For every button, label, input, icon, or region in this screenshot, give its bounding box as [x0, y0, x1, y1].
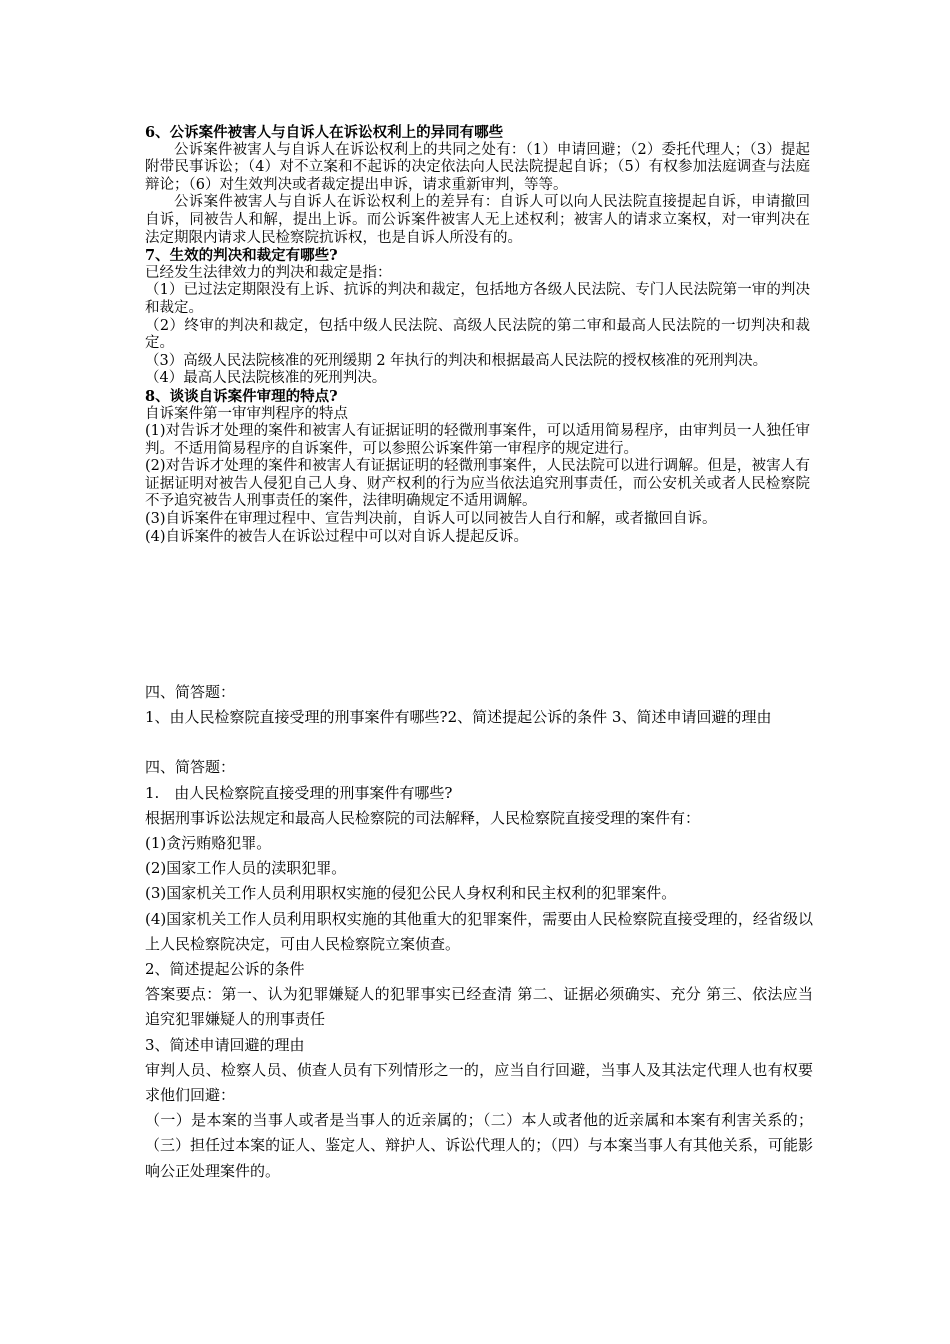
q7-item: （1）已过法定期限没有上诉、抗诉的判决和裁定，包括地方各级人民法院、专门人民法院第一审的判决和裁定。	[145, 282, 810, 316]
answer1-question: 1. 由人民检察院直接受理的刑事案件有哪些?	[145, 783, 453, 802]
q7-item: （4）最高人民法院核准的死刑判决。	[145, 370, 387, 387]
answer1-item: (4)国家机关工作人员利用职权实施的其他重大的犯罪案件，需要由人民检察院直接受理的，经省级以上人民检察院决定，可由人民检察院立案侦查。	[145, 909, 813, 953]
q8-item: (3)自诉案件在审理过程中、宣告判决前，自诉人可以同被告人自行和解，或者撤回自诉。	[145, 511, 717, 528]
q8-item: (1)对告诉才处理的案件和被害人有证据证明的轻微刑事案件，可以适用简易程序，由审判员一人独任审判。不适用简易程序的自诉案件，可以参照公诉案件第一审程序的规定进行。	[145, 423, 810, 457]
answer1-item: (1)贪污贿赂犯罪。	[145, 834, 272, 853]
spacer	[145, 730, 813, 755]
answer2-question: 2、简述提起公诉的条件	[145, 960, 305, 979]
answer3-intro: 审判人员、检察人员、侦查人员有下列情形之一的，应当自行回避，当事人及其法定代理人也有权要求他们回避：	[145, 1060, 813, 1105]
answer1-item: (2)国家工作人员的渎职犯罪。	[145, 859, 347, 878]
answer3-text: （一）是本案的当事人或者是当事人的近亲属的；（二）本人或者他的近亲属和本案有利害关系的；（三）担任过本案的证人、鉴定人、辩护人、诉讼代理人的；（四）与本案当事人有其他关系，可能影响公正处理案件的。	[145, 1111, 813, 1180]
q8-item: (4)自诉案件的被告人在诉讼过程中可以对自诉人提起反诉。	[145, 528, 529, 545]
q8-intro: 自诉案件第一审审判程序的特点	[145, 405, 348, 422]
short-answer-question-list: 1、由人民检察院直接受理的刑事案件有哪些?2、简述提起公诉的条件 3、简述申请回避的理由	[145, 708, 772, 727]
q8-item: (2)对告诉才处理的案件和被害人有证据证明的轻微刑事案件，人民法院可以进行调解。但是，被害人有证据证明对被告人侵犯自己人身、财产权利的行为应当依法追究刑事责任，而公安机关或者人民检察院不予追究被告人刑事责任的案件，法律明确规定不适用调解。	[145, 458, 810, 510]
q7-item: （3）高级人民法院核准的死刑缓期 2 年执行的判决和根据最高人民法院的授权核准的死刑判决。	[145, 352, 768, 369]
q6-heading: 6、公诉案件被害人与自诉人在诉讼权利上的异同有哪些	[145, 124, 504, 141]
section-short-answer	[145, 680, 813, 1184]
short-answer-title-repeat: 四、简答题：	[145, 758, 236, 777]
section-qa-6-8	[145, 124, 810, 546]
answer1-item: (3)国家机关工作人员利用职权实施的侵犯公民人身权利和民主权利的犯罪案件。	[145, 884, 677, 903]
answer3-question: 3、简述申请回避的理由	[145, 1035, 305, 1054]
q8-heading: 8、谈谈自诉案件审理的特点?	[145, 387, 338, 405]
q7-item: （2）终审的判决和裁定，包括中级人民法院、高级人民法院的第二审和最高人民法院的一切判决和裁定。	[145, 317, 810, 352]
answer2-text: 答案要点：第一、认为犯罪嫌疑人的犯罪事实已经查清 第二、证据必须确实、充分 第三、依法应当追究犯罪嫌疑人的刑事责任	[145, 985, 813, 1029]
short-answer-title: 四、简答题：	[145, 683, 236, 701]
answer1-intro: 根据刑事诉讼法规定和最高人民检察院的司法解释，人民检察院直接受理的案件有：	[145, 808, 701, 827]
q7-intro: 已经发生法律效力的判决和裁定是指：	[145, 264, 392, 281]
q7-heading: 7、生效的判决和裁定有哪些?	[145, 247, 338, 265]
q6-paragraph-difference: 公诉案件被害人与自诉人在诉讼权利上的差异有：自诉人可以向人民法院直接提起自诉，申请撤回自诉，同被告人和解，提出上诉。而公诉案件被害人无上述权利；被害人的请求立案权，对一审判决在法定期限内请求人民检察院抗诉权，也是自诉人所没有的。	[145, 194, 810, 246]
q6-paragraph-common: 公诉案件被害人与自诉人在诉讼权利上的共同之处有：（1）申请回避；（2）委托代理人；（3）提起附带民事诉讼；（4）对不立案和不起诉的决定依法向人民法院提起自诉；（5）有权参加法庭调查与法庭辩论；（6）对生效判决或者裁定提出申诉，请求重新审判，等等。	[145, 141, 810, 193]
